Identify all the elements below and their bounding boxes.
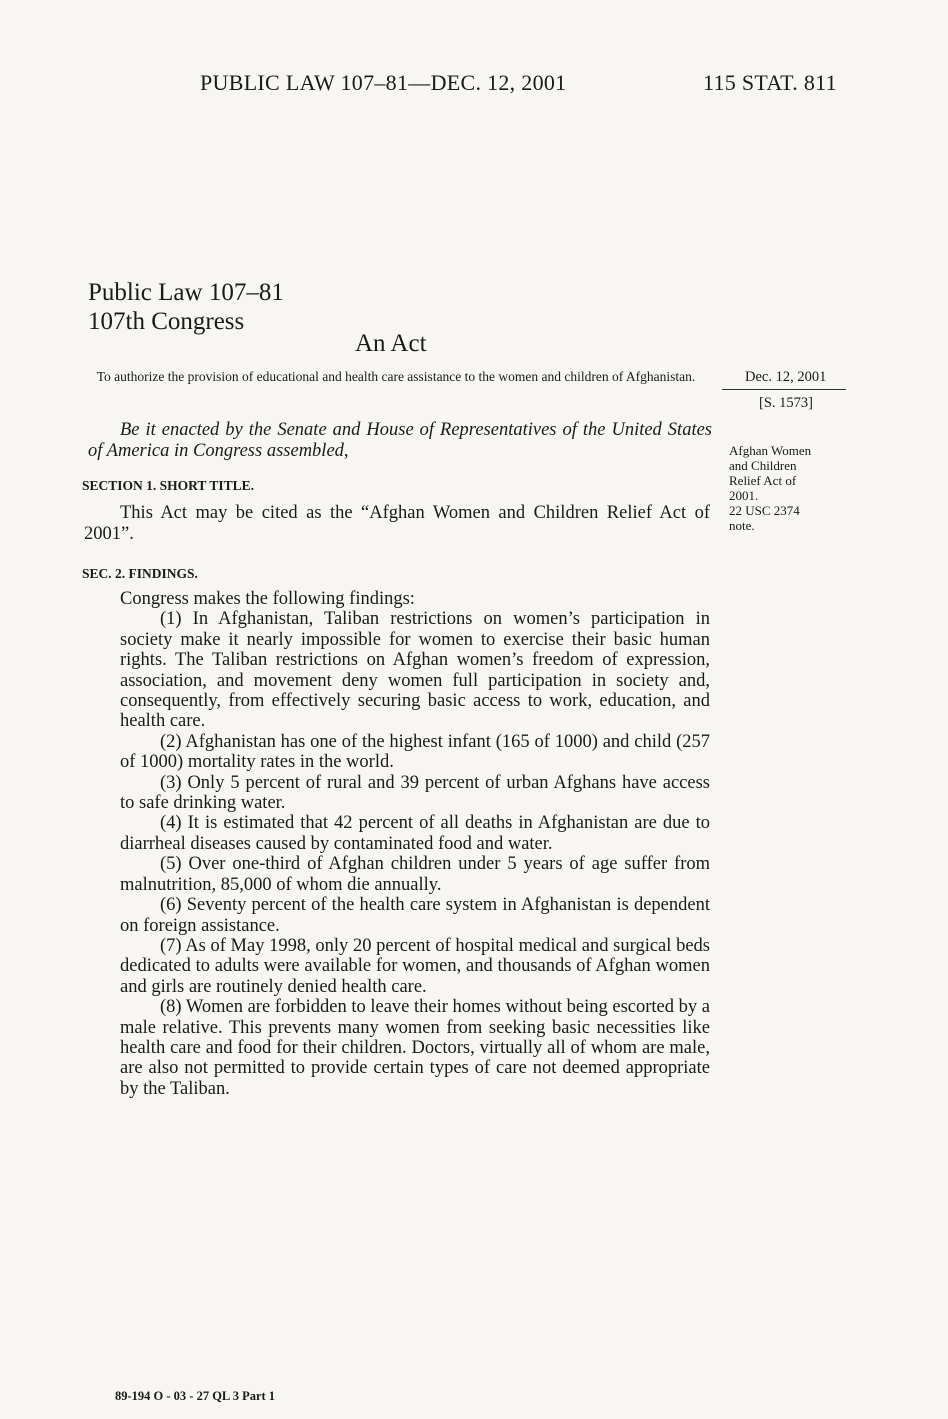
margin-note <box>729 443 841 533</box>
margin-note-line: Relief Act of <box>729 473 797 488</box>
finding-item: (8) Women are forbidden to leave their homes without being escorted by a male relative. This prevents many women from seeking basic necessities like health care and food for their children. Doctors, virtually all of whom are male, are also not permitted to provide certain types of care not deemed appropriate by the Taliban. <box>120 997 710 1099</box>
finding-item: (1) In Afghanistan, Taliban restrictions on women’s participation in society make it nearly impossible for women to exercise their basic human rights. The Taliban restrictions on Afghan women’s freedom of expression, association, and movement deny women full participation in society and, consequently, from effectively securing basic access to work, education, and health care. <box>120 609 710 732</box>
congress-number: 107th Congress <box>88 308 245 335</box>
finding-item: (3) Only 5 percent of rural and 39 percent of urban Afghans have access to safe drinking water. <box>120 772 710 814</box>
margin-bill-number: [S. 1573] <box>759 395 813 411</box>
findings-intro: Congress makes the following findings: <box>120 589 415 609</box>
section-1-text: This Act may be cited as the “Afghan Women and Children Relief Act of 2001”. <box>84 503 710 544</box>
margin-note-line: 22 USC 2374 <box>729 503 800 518</box>
margin-note-line: Afghan Women <box>729 443 812 458</box>
margin-divider <box>722 389 846 390</box>
act-heading: An Act <box>355 330 427 357</box>
finding-item: (6) Seventy percent of the health care system in Afghanistan is dependent on foreign assistance. <box>120 895 710 936</box>
act-purpose: To authorize the provision of educational and health care assistance to the women and children of Afghanistan. <box>96 369 696 384</box>
section-1-heading: SECTION 1. SHORT TITLE. <box>82 478 254 493</box>
margin-note-line: 2001. <box>729 488 759 503</box>
finding-item: (4) It is estimated that 42 percent of all deaths in Afghanistan are due to diarrheal diseases caused by contaminated food and water. <box>120 813 710 854</box>
public-law-number: Public Law 107–81 <box>88 279 284 306</box>
finding-item: (5) Over one-third of Afghan children under 5 years of age suffer from malnutrition, 85,000 of whom die annually. <box>120 854 710 895</box>
findings-list <box>120 589 710 1099</box>
margin-note-line: note. <box>729 518 755 533</box>
finding-item: (7) As of May 1998, only 20 percent of hospital medical and surgical beds dedicated to adults were available for women, and thousands of Afghan women and girls are routinely denied health care. <box>120 935 710 997</box>
section-2-heading: SEC. 2. FINDINGS. <box>82 566 198 581</box>
finding-item: (2) Afghanistan has one of the highest infant (165 of 1000) and child (257 of 1000) mortality rates in the world. <box>120 731 710 773</box>
margin-note-line: and Children <box>729 458 797 473</box>
margin-date: Dec. 12, 2001 <box>745 369 827 385</box>
running-header: PUBLIC LAW 107–81—DEC. 12, 2001 <box>200 70 567 95</box>
print-footer: 89-194 O - 03 - 27 QL 3 Part 1 <box>115 1389 276 1403</box>
statute-page-number: 115 STAT. 811 <box>703 70 837 95</box>
law-title-block <box>88 278 284 336</box>
enacting-clause: Be it enacted by the Senate and House of Representatives of the United States of America in Congress assembled, <box>88 420 712 461</box>
